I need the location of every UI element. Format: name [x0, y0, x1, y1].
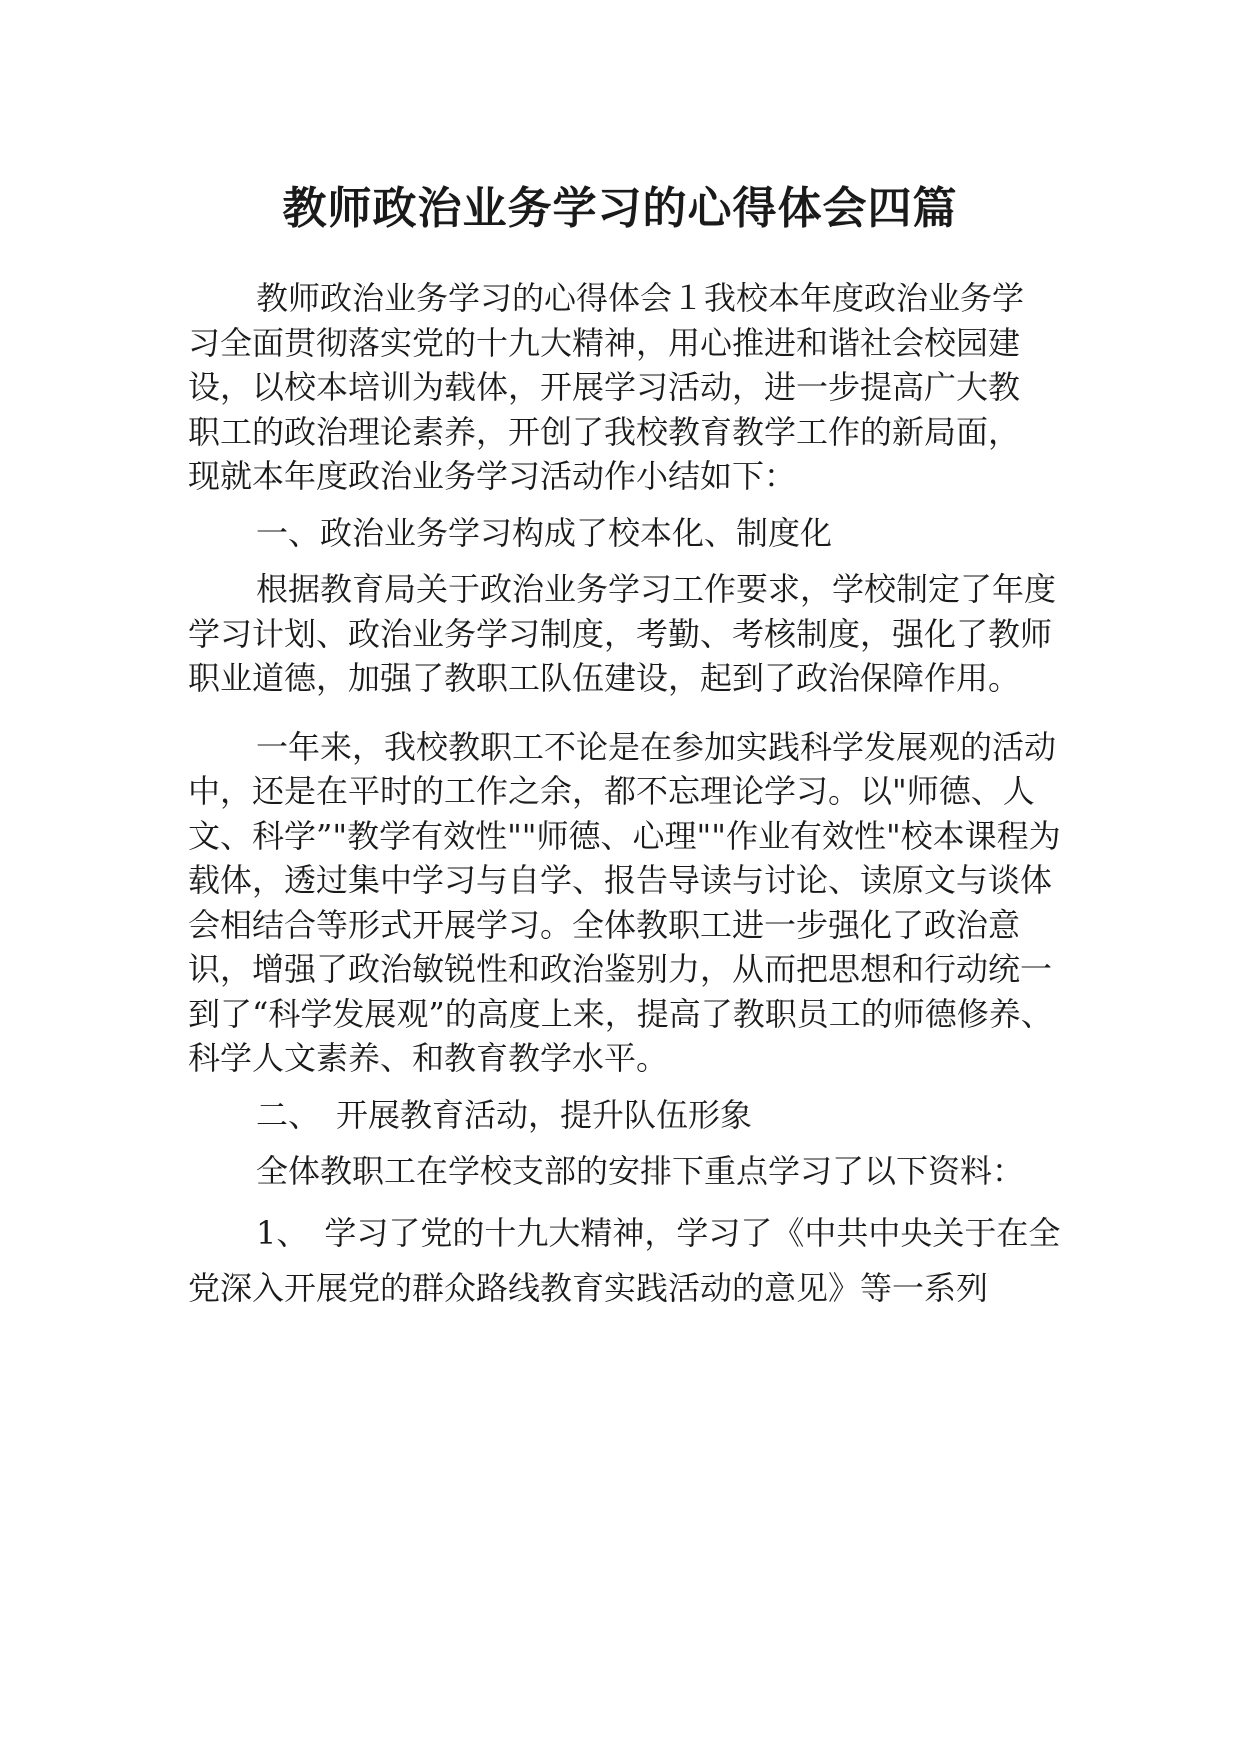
- paragraph-summary-lead: 现就本年度政治业务学习活动作小结如下：: [188, 457, 797, 495]
- section-heading-1: 一、政治业务学习构成了校本化、制度化: [256, 513, 833, 552]
- section-heading-2: 二、 开展教育活动，提升队伍形象: [256, 1095, 753, 1134]
- paragraph-intro: 教师政治业务学习的心得体会１我校本年度政治业务学 习全面贯彻落实党的十九大精神，用心推进和谐社会校园建 设，以校本培训为载体，开展学习活动，进一步提高广大教 职工的政治理论素养，开创了我校教育教学工作的新局面，: [188, 279, 1057, 451]
- paragraph-year-review: 一年来，我校教职工不论是在参加实践科学发展观的活动中，还是在平时的工作之余，都不忘理论学习。以"师德、人文、科学”"教学有效性""师德、心理""作业有效性"校本课程为载体，透过集中学习与自学、报告导读与讨论、读原文与谈体会相结合等形式开展学习。全体教职工进一步强化了政治意识，增强了政治敏锐性和政治鉴别力，从而把思想和行动统一到了“科学发展观”的高度上来，提高了教职员工的师德修养、科学人文素养、和教育教学水平。: [188, 727, 1061, 1077]
- paragraph-study-intro: 全体教职工在学校支部的安排下重点学习了以下资料：: [256, 1152, 1025, 1190]
- paragraph-system: 根据教育局关于政治业务学习工作要求，学校制定了年度学习计划、政治业务学习制度，考勤、考核制度，强化了教师职业道德，加强了教职工队伍建设，起到了政治保障作用。: [188, 570, 1057, 697]
- document-title: 教师政治业务学习的心得体会四篇: [282, 183, 958, 235]
- document-body: [188, 276, 1068, 1316]
- list-item-1: 1、 学习了党的十九大精神，学习了《中共中央关于在全党深入开展党的群众路线教育实践活动的意见》等一系列: [188, 1213, 1061, 1307]
